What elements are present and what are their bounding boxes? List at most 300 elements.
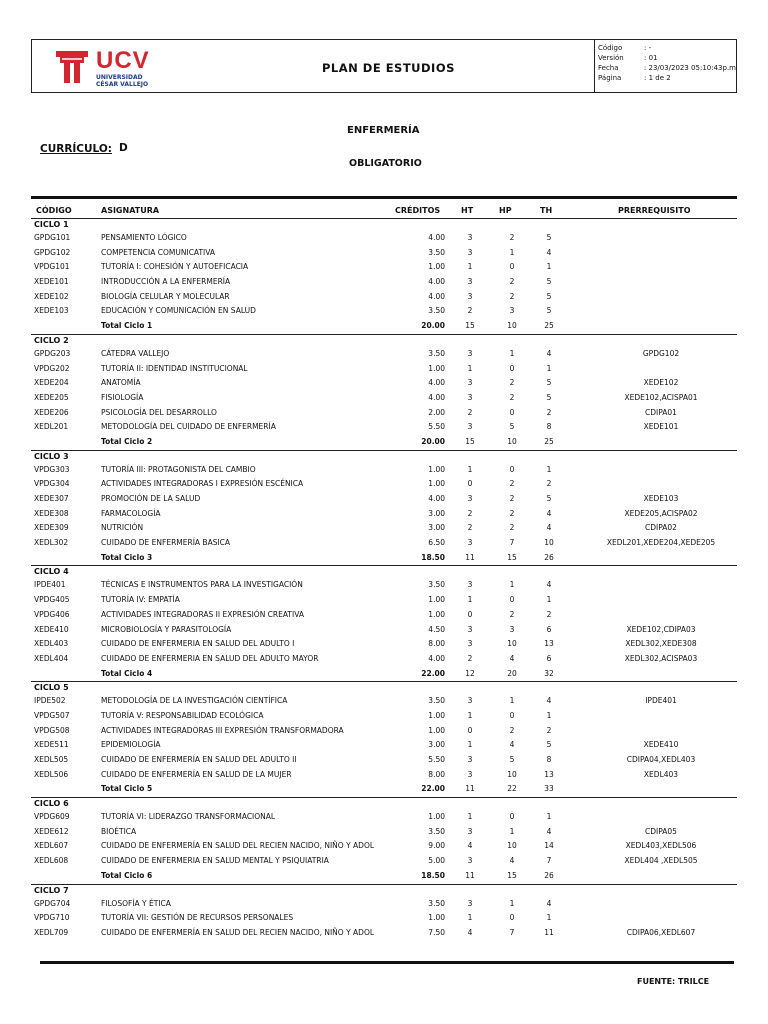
- total-credits: 20.00: [421, 436, 445, 446]
- course-prereq: CDIPA06,XEDL607: [626, 927, 696, 937]
- course-hp: 0: [509, 407, 515, 417]
- course-prereq: XEDE205,ACISPA02: [624, 508, 698, 518]
- table-row: [31, 608, 737, 623]
- cycle-title: CICLO 2: [34, 335, 69, 345]
- course-credits: 1.00: [428, 464, 445, 474]
- table-row: [31, 246, 737, 261]
- course-name: ACTIVIDADES INTEGRADORAS II EXPRESIÓN CREATIVA: [101, 609, 304, 619]
- meta-row: Código : -: [598, 44, 652, 52]
- course-credits: 3.00: [428, 740, 445, 750]
- course-credits: 3.50: [428, 348, 445, 358]
- course-th: 10: [544, 538, 554, 548]
- course-code: XEDE309: [34, 523, 69, 533]
- ucv-logo: [54, 47, 174, 88]
- cycle-section: [31, 797, 737, 883]
- table-row: [31, 926, 737, 941]
- cycle-section: [31, 334, 737, 450]
- curriculum-value: D: [119, 142, 128, 154]
- course-hp: 0: [509, 913, 515, 923]
- course-ht: 3: [467, 696, 473, 706]
- table-row: [31, 391, 737, 406]
- course-code: XEDE410: [34, 624, 69, 634]
- cycle-total-row: [31, 319, 737, 334]
- table-row: [31, 897, 737, 912]
- course-th: 2: [546, 407, 552, 417]
- course-hp: 2: [509, 523, 515, 533]
- course-ht: 3: [467, 538, 473, 548]
- course-ht: 3: [467, 856, 473, 866]
- table-row: [31, 839, 737, 854]
- cycle-total-row: [31, 551, 737, 566]
- table-row: [31, 492, 737, 507]
- course-ht: 1: [467, 363, 473, 373]
- course-hp: 0: [509, 363, 515, 373]
- course-name: CÁTEDRA VALLEJO: [101, 348, 170, 358]
- course-ht: 1: [467, 913, 473, 923]
- course-code: XEDL608: [34, 856, 69, 866]
- table-row: [31, 694, 737, 709]
- course-hp: 2: [509, 378, 515, 388]
- course-code: IPDE502: [34, 696, 66, 706]
- course-code: XEDE307: [34, 494, 69, 503]
- course-th: 5: [546, 233, 552, 242]
- col-ht: HT: [461, 206, 474, 215]
- course-prereq: CDIPA01: [645, 407, 677, 417]
- col-prereq: PRERREQUISITO: [618, 206, 691, 215]
- course-credits: 4.00: [428, 392, 445, 402]
- course-ht: 3: [467, 755, 473, 764]
- course-hp: 0: [509, 262, 515, 272]
- table-row: [31, 768, 737, 783]
- course-name: BIOLOGÍA CELULAR Y MOLECULAR: [101, 291, 230, 301]
- cycle-title: CICLO 6: [34, 799, 69, 809]
- cycle-total-row: [31, 667, 737, 682]
- course-name: ANATOMÍA: [101, 378, 141, 388]
- course-credits: 7.50: [428, 927, 445, 937]
- course-ht: 2: [467, 306, 473, 316]
- course-ht: 3: [467, 277, 473, 287]
- total-label: Total Ciclo 4: [101, 668, 153, 678]
- document-header: [31, 39, 737, 93]
- cycle-total-row: [31, 782, 737, 797]
- logo-subtitle-2: CÉSAR VALLEJO: [96, 81, 149, 88]
- col-th: TH: [540, 206, 553, 215]
- course-prereq: XEDL403,XEDL506: [625, 841, 697, 851]
- course-ht: 3: [467, 898, 473, 908]
- course-th: 13: [544, 639, 554, 649]
- cycle-total-row: [31, 869, 737, 884]
- course-ht: 3: [467, 422, 473, 432]
- course-prereq: XEDL302,XEDE308: [625, 639, 697, 649]
- course-ht: 4: [467, 841, 473, 851]
- total-th: 26: [544, 552, 554, 562]
- course-th: 4: [546, 580, 552, 590]
- courses-table: [31, 219, 737, 941]
- course-hp: 1: [509, 898, 515, 908]
- course-name: TUTORÍA III: PROTAGONISTA DEL CAMBIO: [101, 464, 256, 474]
- course-prereq: XEDL403: [643, 769, 679, 779]
- course-hp: 2: [509, 277, 515, 287]
- course-th: 8: [546, 755, 552, 764]
- course-th: 5: [546, 494, 552, 503]
- course-ht: 3: [467, 769, 473, 779]
- table-row: [31, 753, 737, 768]
- total-th: 26: [544, 870, 554, 880]
- course-hp: 1: [509, 580, 515, 590]
- course-name: ACTIVIDADES INTEGRADORAS III EXPRESIÓN TRANSFORMADORA: [101, 725, 344, 735]
- course-credits: 4.50: [428, 624, 445, 634]
- course-code: GPDG102: [34, 247, 71, 257]
- col-hp: HP: [499, 206, 512, 215]
- course-name: TUTORÍA VI: LIDERAZGO TRANSFORMACIONAL: [101, 812, 276, 822]
- course-credits: 3.50: [428, 580, 445, 590]
- course-ht: 4: [467, 927, 473, 937]
- course-name: COMPETENCIA COMUNICATIVA: [101, 247, 216, 257]
- course-code: XEDL201: [34, 422, 69, 432]
- course-code: VPDG304: [34, 479, 70, 489]
- course-hp: 5: [509, 755, 515, 764]
- course-code: XEDE101: [34, 277, 69, 287]
- table-row: [31, 376, 737, 391]
- course-th: 5: [546, 306, 552, 316]
- table-row: [31, 507, 737, 522]
- total-hp: 22: [507, 784, 517, 794]
- course-credits: 5.50: [428, 422, 445, 432]
- course-type: OBLIGATORIO: [349, 158, 422, 169]
- course-credits: 3.00: [428, 523, 445, 533]
- total-th: 33: [544, 784, 554, 794]
- course-th: 8: [546, 422, 552, 432]
- course-th: 5: [546, 277, 552, 287]
- course-name: INTRODUCCIÓN A LA ENFERMERÍA: [101, 277, 231, 287]
- course-name: PENSAMIENTO LÓGICO: [101, 233, 187, 242]
- course-ht: 3: [467, 639, 473, 649]
- course-hp: 10: [507, 769, 517, 779]
- total-credits: 18.50: [421, 552, 445, 562]
- course-code: XEDE511: [34, 740, 69, 750]
- meta-row: Versión : 01: [598, 54, 658, 62]
- cycle-title: CICLO 5: [34, 683, 69, 693]
- course-prereq: XEDE101: [643, 422, 679, 432]
- course-credits: 3.50: [428, 306, 445, 316]
- table-row: [31, 275, 737, 290]
- course-code: VPDG507: [34, 710, 70, 720]
- course-th: 4: [546, 898, 552, 908]
- total-label: Total Ciclo 2: [101, 436, 153, 446]
- course-hp: 2: [509, 609, 515, 619]
- total-hp: 15: [507, 552, 517, 562]
- cycle-total-row: [31, 435, 737, 450]
- course-hp: 4: [509, 653, 515, 663]
- course-th: 4: [546, 348, 552, 358]
- course-ht: 3: [467, 291, 473, 301]
- course-th: 1: [546, 363, 552, 373]
- cycle-section: [31, 884, 737, 941]
- table-row: [31, 260, 737, 275]
- course-name: MICROBIOLOGÍA Y PARASITOLOGÍA: [101, 624, 232, 634]
- course-credits: 5.00: [428, 856, 445, 866]
- course-credits: 2.00: [428, 407, 445, 417]
- course-ht: 2: [467, 653, 473, 663]
- course-prereq: XEDE102: [643, 378, 679, 388]
- total-th: 32: [544, 668, 554, 678]
- logo-subtitle-1: UNIVERSIDAD: [96, 74, 143, 81]
- course-name: ACTIVIDADES INTEGRADORAS I EXPRESIÓN ESCÉNICA: [101, 479, 304, 489]
- table-row: [31, 536, 737, 551]
- course-hp: 10: [507, 841, 517, 851]
- col-credits: CRÉDITOS: [395, 206, 441, 215]
- course-code: XEDE205: [34, 392, 69, 402]
- course-credits: 3.50: [428, 826, 445, 836]
- course-hp: 2: [509, 291, 515, 301]
- course-code: VPDG609: [34, 812, 70, 822]
- course-th: 1: [546, 913, 552, 923]
- total-ht: 15: [465, 321, 475, 331]
- table-row: [31, 477, 737, 492]
- course-th: 2: [546, 725, 552, 735]
- total-ht: 15: [465, 436, 475, 446]
- course-prereq: XEDL302,ACISPA03: [624, 653, 698, 663]
- course-ht: 1: [467, 710, 473, 720]
- course-name: CUIDADO DE ENFERMERÍA EN SALUD DEL RECIEN NACIDO, NIÑO Y ADOL: [101, 927, 375, 937]
- course-code: IPDE401: [34, 580, 66, 590]
- total-hp: 20: [507, 668, 517, 678]
- course-name: CUIDADO DE ENFERMERIA EN SALUD MENTAL Y PSIQUIATRIA: [101, 856, 329, 866]
- cycle-section: [31, 565, 737, 681]
- course-code: XEDE102: [34, 291, 69, 301]
- meta-row: Fecha : 23/03/2023 05:10:43p.m: [598, 64, 736, 72]
- course-credits: 3.50: [428, 696, 445, 706]
- course-th: 5: [546, 392, 552, 402]
- course-th: 1: [546, 710, 552, 720]
- total-ht: 12: [465, 668, 475, 678]
- course-prereq: IPDE401: [645, 696, 677, 706]
- total-credits: 20.00: [421, 321, 445, 331]
- col-code: CÓDIGO: [36, 206, 72, 215]
- course-ht: 3: [467, 378, 473, 388]
- course-name: CUIDADO DE ENFERMERÍA BASICA: [101, 538, 231, 548]
- table-row: [31, 593, 737, 608]
- course-code: XEDE612: [34, 826, 69, 836]
- course-th: 6: [546, 653, 552, 663]
- course-credits: 1.00: [428, 725, 445, 735]
- course-prereq: XEDL201,XEDE204,XEDE205: [606, 538, 716, 548]
- table-row: [31, 290, 737, 305]
- source-note: FUENTE: TRILCE: [637, 977, 710, 986]
- course-name: METODOLOGÍA DE LA INVESTIGACIÓN CIENTÍFICA: [101, 696, 288, 706]
- course-ht: 2: [467, 407, 473, 417]
- course-credits: 4.00: [428, 277, 445, 287]
- table-row: [31, 738, 737, 753]
- course-credits: 1.00: [428, 595, 445, 605]
- course-th: 7: [546, 856, 552, 866]
- table-row: [31, 420, 737, 435]
- bottom-divider: [40, 961, 734, 964]
- course-code: VPDG406: [34, 609, 70, 619]
- total-label: Total Ciclo 5: [101, 784, 153, 794]
- course-th: 11: [544, 927, 554, 937]
- course-credits: 1.00: [428, 479, 445, 489]
- course-prereq: CDIPA04,XEDL403: [626, 755, 696, 764]
- course-ht: 3: [467, 392, 473, 402]
- course-code: VPDG202: [34, 363, 70, 373]
- course-hp: 4: [509, 856, 515, 866]
- course-ht: 3: [467, 348, 473, 358]
- course-credits: 1.00: [428, 812, 445, 822]
- course-hp: 2: [509, 392, 515, 402]
- course-code: XEDL709: [34, 927, 69, 937]
- course-credits: 4.00: [428, 494, 445, 503]
- course-hp: 2: [509, 233, 515, 242]
- course-code: XEDL505: [34, 755, 69, 764]
- total-ht: 11: [465, 784, 475, 794]
- document-meta: [594, 40, 736, 92]
- cycle-title: CICLO 1: [34, 220, 69, 229]
- cycle-title: CICLO 7: [34, 885, 69, 895]
- course-credits: 5.50: [428, 755, 445, 764]
- total-label: Total Ciclo 3: [101, 552, 153, 562]
- course-name: TÉCNICAS E INSTRUMENTOS PARA LA INVESTIGACIÓN: [101, 580, 303, 590]
- course-code: VPDG508: [34, 725, 70, 735]
- total-th: 25: [544, 436, 554, 446]
- course-th: 5: [546, 740, 552, 750]
- total-hp: 10: [507, 436, 517, 446]
- course-ht: 2: [467, 523, 473, 533]
- logo-text: UCV: [96, 47, 150, 74]
- total-credits: 22.00: [421, 784, 445, 794]
- table-row: [31, 463, 737, 478]
- course-th: 1: [546, 262, 552, 272]
- table-row: [31, 637, 737, 652]
- course-th: 4: [546, 523, 552, 533]
- course-name: PROMOCIÓN DE LA SALUD: [101, 494, 201, 503]
- table-row: [31, 810, 737, 825]
- course-hp: 3: [509, 306, 515, 316]
- course-th: 4: [546, 508, 552, 518]
- cycle-title: CICLO 4: [34, 567, 69, 577]
- document-title: PLAN DE ESTUDIOS: [322, 61, 455, 75]
- course-name: BIOÉTICA: [101, 826, 137, 836]
- course-hp: 5: [509, 422, 515, 432]
- course-hp: 3: [509, 624, 515, 634]
- total-hp: 15: [507, 870, 517, 880]
- course-ht: 3: [467, 580, 473, 590]
- course-hp: 2: [509, 725, 515, 735]
- table-row: [31, 709, 737, 724]
- cycle-title: CICLO 3: [34, 451, 69, 461]
- course-ht: 0: [467, 725, 473, 735]
- total-credits: 22.00: [421, 668, 445, 678]
- course-code: GPDG203: [34, 348, 71, 358]
- course-prereq: XEDE103: [643, 494, 679, 503]
- course-name: CUIDADO DE ENFERMERÍA EN SALUD DE LA MUJER: [101, 769, 292, 779]
- course-credits: 1.00: [428, 262, 445, 272]
- total-ht: 11: [465, 552, 475, 562]
- course-hp: 0: [509, 710, 515, 720]
- course-name: TUTORÍA VII: GESTIÓN DE RECURSOS PERSONALES: [101, 913, 294, 923]
- course-th: 5: [546, 378, 552, 388]
- course-prereq: CDIPA05: [645, 826, 677, 836]
- table-row: [31, 521, 737, 536]
- course-credits: 6.50: [428, 538, 445, 548]
- course-prereq: XEDL404 ,XEDL505: [624, 856, 698, 866]
- course-th: 4: [546, 826, 552, 836]
- course-name: TUTORÍA IV: EMPATÍA: [101, 595, 180, 605]
- course-th: 14: [544, 841, 554, 851]
- course-name: CUIDADO DE ENFERMERÍA EN SALUD DEL RECIEN NACIDO, NIÑO Y ADOL: [101, 841, 375, 851]
- course-credits: 4.00: [428, 653, 445, 663]
- course-name: PSICOLOGÍA DEL DESARROLLO: [101, 407, 217, 417]
- table-row: [31, 652, 737, 667]
- course-name: FISIOLOGÍA: [101, 392, 144, 402]
- course-code: XEDE308: [34, 508, 69, 518]
- course-prereq: GPDG102: [642, 348, 680, 358]
- course-credits: 9.00: [428, 841, 445, 851]
- total-credits: 18.50: [421, 870, 445, 880]
- course-credits: 3.50: [428, 247, 445, 257]
- course-code: VPDG405: [34, 595, 70, 605]
- course-ht: 0: [467, 609, 473, 619]
- course-hp: 0: [509, 812, 515, 822]
- course-ht: 1: [467, 262, 473, 272]
- course-th: 1: [546, 595, 552, 605]
- course-ht: 1: [467, 812, 473, 822]
- top-divider: [31, 196, 737, 199]
- total-hp: 10: [507, 321, 517, 331]
- course-code: XEDL607: [34, 841, 69, 851]
- course-th: 1: [546, 464, 552, 474]
- course-code: XEDE204: [34, 378, 69, 388]
- course-code: XEDE206: [34, 407, 69, 417]
- meta-row: Página : 1 de 2: [598, 74, 671, 82]
- table-row: [31, 578, 737, 593]
- course-hp: 7: [509, 927, 515, 937]
- course-prereq: CDIPA02: [645, 523, 677, 533]
- table-row: [31, 231, 737, 246]
- course-credits: 4.00: [428, 291, 445, 301]
- course-code: XEDL403: [34, 639, 69, 649]
- total-label: Total Ciclo 6: [101, 870, 153, 880]
- course-prereq: XEDE102,CDIPA03: [626, 624, 696, 634]
- course-credits: 1.00: [428, 710, 445, 720]
- course-hp: 0: [509, 595, 515, 605]
- course-ht: 3: [467, 233, 473, 242]
- course-code: VPDG303: [34, 464, 70, 474]
- curriculum-label: CURRÍCULO:: [40, 143, 112, 155]
- course-th: 2: [546, 479, 552, 489]
- course-credits: 1.00: [428, 609, 445, 619]
- course-code: XEDL506: [34, 769, 69, 779]
- cycle-section: [31, 450, 737, 566]
- course-th: 2: [546, 609, 552, 619]
- col-name: ASIGNATURA: [101, 206, 160, 215]
- course-ht: 3: [467, 624, 473, 634]
- total-label: Total Ciclo 1: [101, 321, 153, 331]
- course-code: XEDL404: [34, 653, 69, 663]
- cycle-section: [31, 681, 737, 797]
- course-th: 1: [546, 812, 552, 822]
- course-credits: 3.50: [428, 898, 445, 908]
- course-ht: 1: [467, 740, 473, 750]
- course-credits: 8.00: [428, 639, 445, 649]
- course-credits: 4.00: [428, 233, 445, 242]
- course-code: VPDG710: [34, 913, 70, 923]
- table-row: [31, 825, 737, 840]
- table-row: [31, 304, 737, 319]
- cycle-section: [31, 219, 737, 334]
- course-ht: 0: [467, 479, 473, 489]
- total-ht: 11: [465, 870, 475, 880]
